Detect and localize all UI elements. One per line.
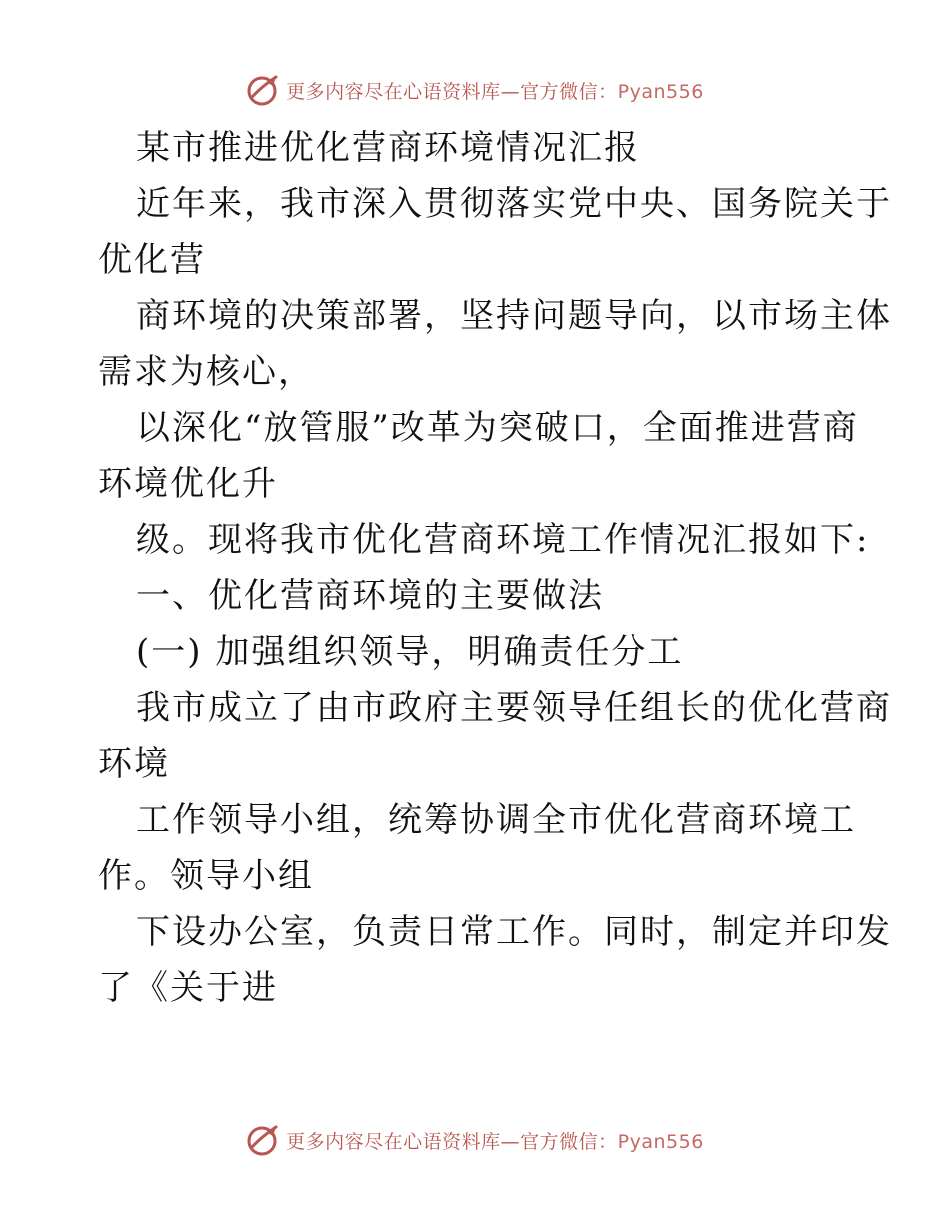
- text-line: 级。现将我市优化营商环境工作情况汇报如下:: [136, 520, 870, 560]
- document-body: [98, 120, 892, 1016]
- footer-banner-text: 更多内容尽在心语资料库—官方微信：Pyan556: [286, 1130, 704, 1153]
- text-line: 商环境的决策部署，坚持问题导向，以市场主体: [136, 296, 892, 336]
- header-banner: [0, 70, 950, 110]
- text-line: 我市成立了由市政府主要领导任组长的优化营商: [136, 688, 892, 728]
- footer-banner-id: Pyan556: [617, 1130, 704, 1153]
- text-line: 下设办公室，负责日常工作。同时，制定并印发: [136, 912, 892, 952]
- document-title: 某市推进优化营商环境情况汇报: [136, 128, 640, 168]
- text-line: 以深化“放管服”改革为突破口，全面推进营商: [136, 408, 859, 448]
- pen-logo-icon: [246, 73, 280, 107]
- text-line: 一、优化营商环境的主要做法: [136, 576, 604, 616]
- text-line: (一) 加强组织领导，明确责任分工: [136, 632, 684, 672]
- text-line: 了《关于进: [98, 968, 278, 1008]
- text-line: 优化营: [98, 240, 206, 280]
- text-line: 近年来，我市深入贯彻落实党中央、国务院关于: [136, 184, 892, 224]
- footer-banner: [0, 1120, 950, 1160]
- text-line: 作。领导小组: [98, 856, 314, 896]
- header-banner-id: Pyan556: [617, 80, 704, 103]
- text-line: 环境: [98, 744, 170, 784]
- text-line: 需求为核心，: [98, 352, 314, 392]
- text-line: 环境优化升: [98, 464, 278, 504]
- header-banner-text: 更多内容尽在心语资料库—官方微信：Pyan556: [286, 80, 704, 103]
- text-line: 工作领导小组，统筹协调全市优化营商环境工: [136, 800, 856, 840]
- pen-logo-icon: [246, 1123, 280, 1157]
